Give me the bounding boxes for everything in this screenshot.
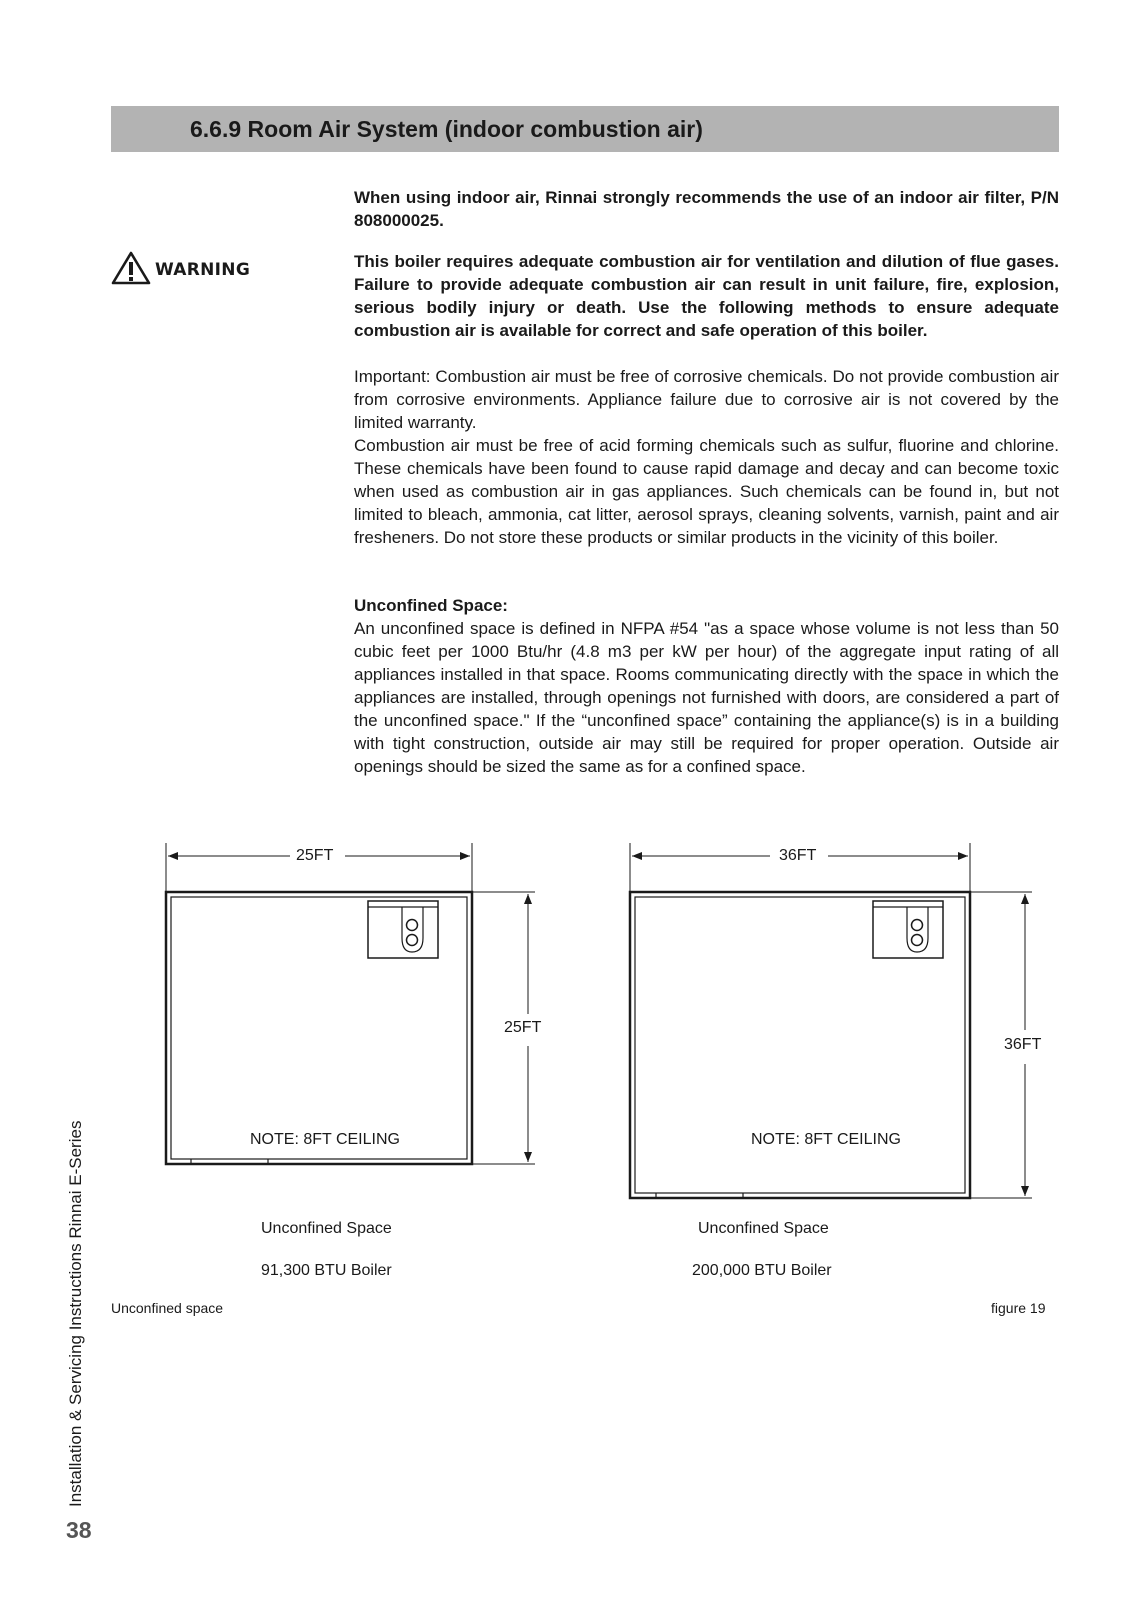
page-number: 38 — [66, 1517, 92, 1543]
unconfined-paragraph: An unconfined space is defined in NFPA #54 "as a space whose volume is not less than 50 cubic feet per 1000 Btu/hr (4.8 m3 per kW per hour) of the aggregate input rating of all appliances installed in that space. Rooms communicating directly with the space in which the appliances are installed, through openings not furnished with doors, are considered a part of the unconfined space." If the “unconfined space” containing the appliance(s) is in a building with tight construction, outside air may still be required for proper operation. Outside air openings should be sized the same as for a confined space. — [354, 619, 1059, 776]
section-title: 6.6.9 Room Air System (indoor combustion air) — [190, 116, 703, 142]
important-paragraph: Important: Combustion air must be free of corrosive chemicals. Do not provide combustion air from corrosive environments. Appliance failure due to corrosive air is not covered by the limited warranty. — [354, 367, 1059, 432]
room1-ceiling-note: NOTE: 8FT CEILING — [250, 1131, 400, 1148]
room2-boiler-rating: 200,000 BTU Boiler — [692, 1262, 832, 1279]
warning-label: WARNING — [155, 260, 251, 280]
unconfined-heading: Unconfined Space: — [354, 596, 508, 615]
boiler-unit-icon — [873, 901, 943, 958]
room1-boiler-rating: 91,300 BTU Boiler — [261, 1262, 392, 1279]
room1-caption: Unconfined Space — [261, 1220, 392, 1237]
room2-height-label: 36FT — [1004, 1036, 1042, 1053]
room1-height-label: 25FT — [504, 1019, 542, 1036]
figure-left-caption: Unconfined space — [111, 1300, 224, 1316]
room2-ceiling-note: NOTE: 8FT CEILING — [751, 1131, 901, 1148]
intro-paragraph: When using indoor air, Rinnai strongly recommends the use of an indoor air filter, P/N 808000025. — [354, 188, 1059, 230]
room2-caption: Unconfined Space — [698, 1220, 829, 1237]
room2-width-label: 36FT — [779, 847, 817, 864]
figure-number: figure 19 — [991, 1300, 1046, 1316]
diagram-room-25ft — [166, 843, 535, 1164]
acid-chemicals-paragraph: Combustion air must be free of acid forming chemicals such as sulfur, fluorine and chlorine. These chemicals have been found to cause rapid damage and decay and can become toxic when used as combustion air in gas appliances. Such chemicals can be found in, but not limited to bleach, ammonia, cat litter, aerosol sprays, cleaning solvents, varnish, paint and air fresheners. Do not store these products or similar products in the vicinity of this boiler. — [354, 436, 1059, 547]
warning-paragraph: This boiler requires adequate combustion air for ventilation and dilution of flue gases. Failure to provide adequate combustion air can result in unit failure, fire, explosion, serious bodily injury or death. Use the following methods to ensure adequate combustion air is available for correct and safe operation of this boiler. — [354, 252, 1059, 340]
boiler-unit-icon — [368, 901, 438, 958]
side-footer-text: Installation & Servicing Instructions Rinnai E-Series — [66, 1120, 85, 1507]
room1-width-label: 25FT — [296, 847, 334, 864]
